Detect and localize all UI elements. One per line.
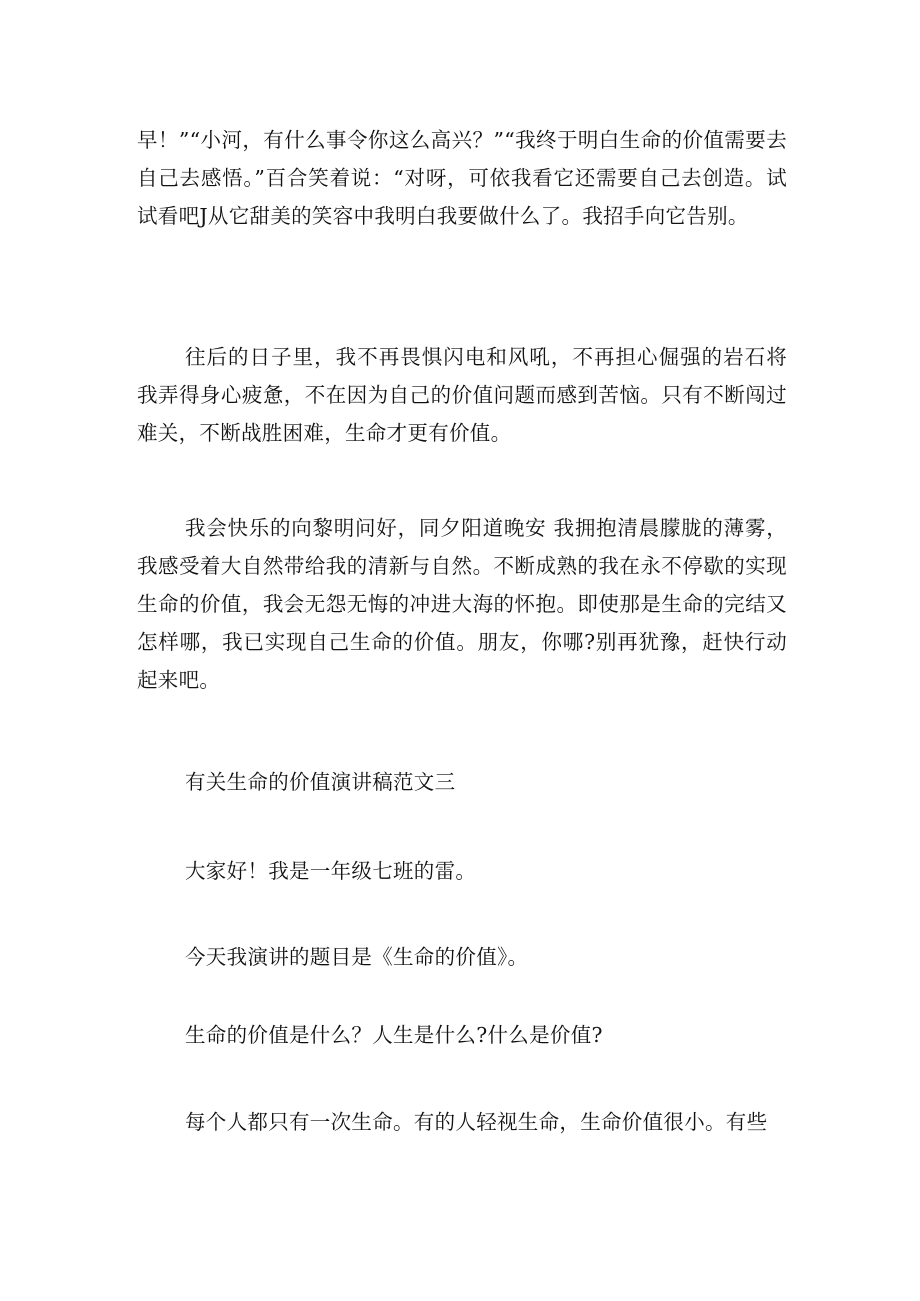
paragraph-greeting-dawn: 我会快乐的向黎明问好，同夕阳道晚安 我拥抱清晨朦胧的薄雾，我感受着大自然带给我的清新与自然。不断成熟的我在永不停歇的实现生命的价值，我会无怨无悔的冲进大海的怀抱。即使那是生命的完结又怎样哪，我已实现自己生命的价值。朋友，你哪?别再犹豫，赶快行动起来吧。 [137, 516, 787, 692]
paragraph-continuation: 早！”“小河，有什么事令你这么高兴？”“我终于明白生命的价值需要去自己去感悟。”百合笑着说：“对呀，可依我看它还需要自己去创造。试试看吧J从它甜美的笑容中我明白我要做什么了。我招手向它告别。 [137, 128, 787, 228]
paragraph-overcoming-difficulties: 往后的日子里，我不再畏惧闪电和风吼，不再担心倔强的岩石将我弄得身心疲惫，不在因为自己的价值问题而感到苦恼。只有不断闯过难关，不断战胜困难，生命才更有价值。 [137, 345, 787, 445]
paragraph-one-life: 每个人都只有一次生命。有的人轻视生命，生命价值很小。有些 [185, 1110, 768, 1134]
speech-greeting: 大家好！我是一年级七班的雷。 [185, 859, 477, 883]
speech-topic: 今天我演讲的题目是《生命的价值》。 [185, 945, 529, 969]
section-heading: 有关生命的价值演讲稿范文三 [185, 770, 456, 794]
speech-question: 生命的价值是什么？人生是什么?什么是价值? [185, 1023, 603, 1047]
